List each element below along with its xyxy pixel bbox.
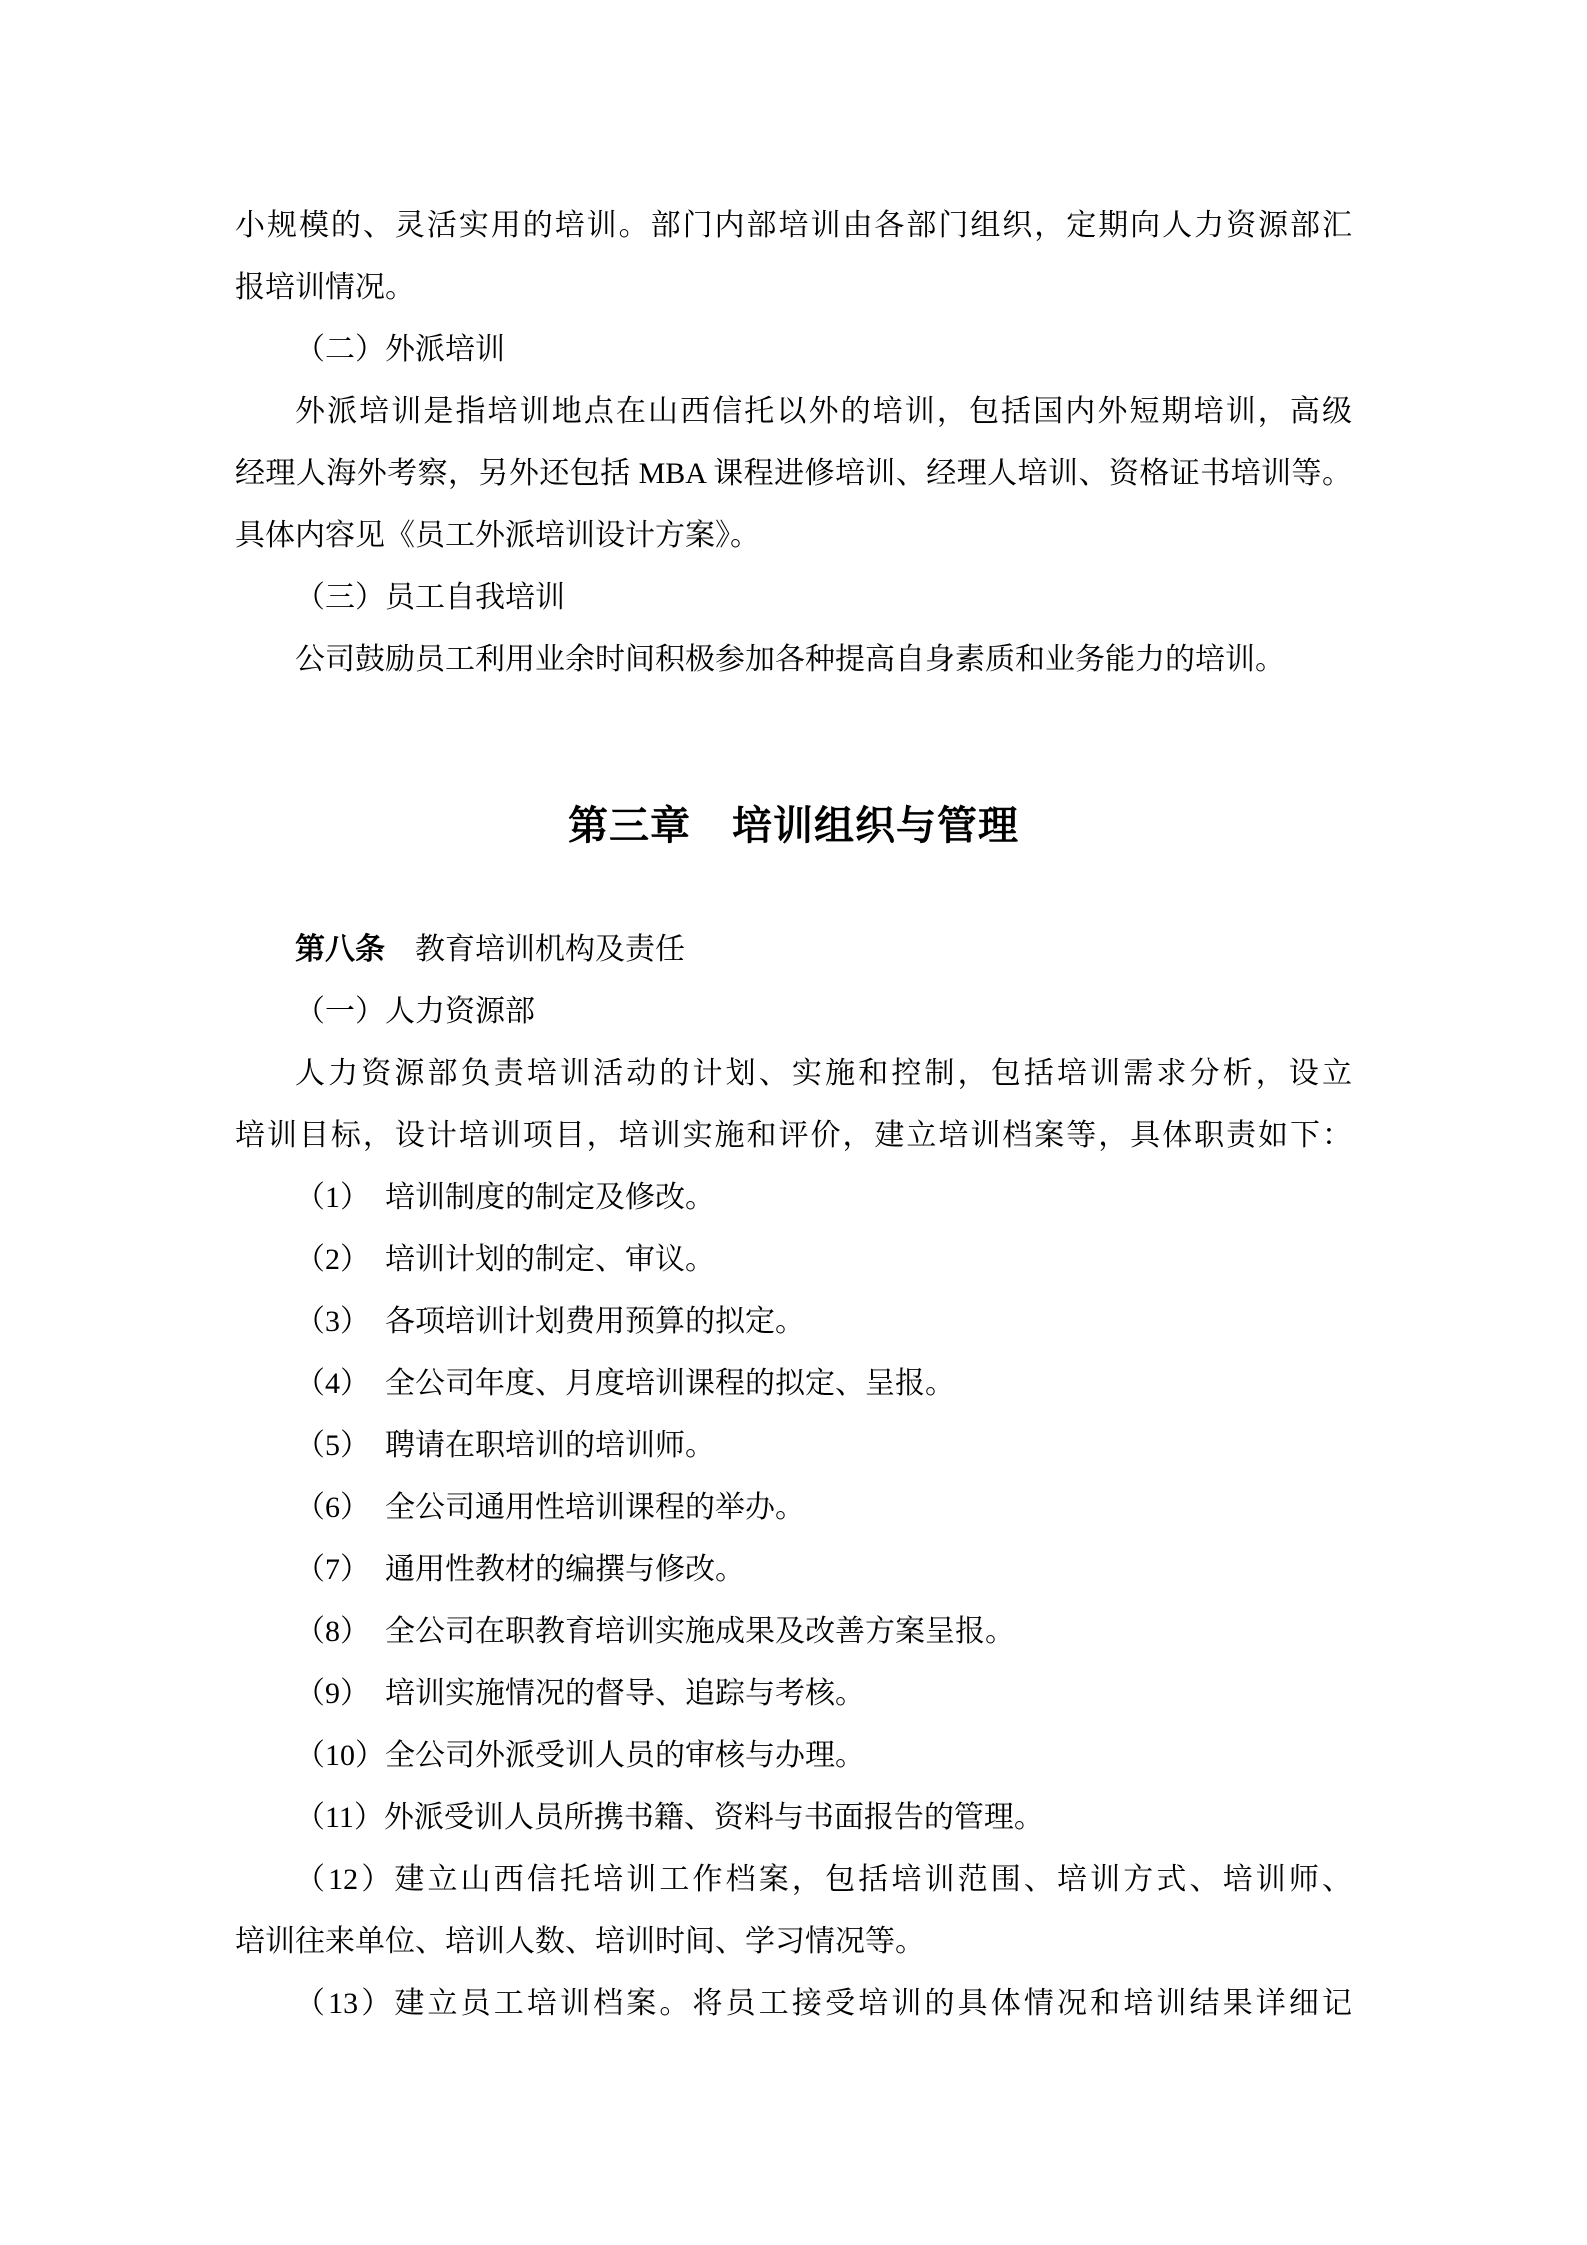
text-line: （13）建立员工培训档案。将员工接受培训的具体情况和培训结果详细记 (295, 1987, 1352, 2020)
bold-lead: 第八条 (295, 933, 385, 966)
chapter-heading: 第三章 培训组织与管理 (568, 803, 1019, 848)
text-line: （三）员工自我培训 (295, 581, 565, 614)
text-line: 第八条 教育培训机构及责任 (295, 933, 685, 966)
text-line: 外派培训是指培训地点在山西信托以外的培训，包括国内外短期培训，高级 (295, 395, 1352, 428)
text-line: （1） 培训制度的制定及修改。 (295, 1181, 715, 1214)
text-line: （6） 全公司通用性培训课程的举办。 (295, 1491, 805, 1524)
text-line: （10）全公司外派受训人员的审核与办理。 (295, 1739, 865, 1772)
text-line: （二）外派培训 (295, 333, 505, 366)
text-line: （12）建立山西信托培训工作档案，包括培训范围、培训方式、培训师、 (295, 1863, 1352, 1896)
text-line: （4） 全公司年度、月度培训课程的拟定、呈报。 (295, 1367, 955, 1400)
intro-paragraphs (235, 195, 1352, 691)
text-line: 小规模的、灵活实用的培训。部门内部培训由各部门组织，定期向人力资源部汇 (235, 209, 1352, 242)
text-line: 培训目标，设计培训项目，培训实施和评价，建立培训档案等，具体职责如下： (235, 1119, 1352, 1152)
text-line: （7） 通用性教材的编撰与修改。 (295, 1553, 745, 1586)
text-line: 报培训情况。 (235, 271, 415, 304)
text-line: （5） 聘请在职培训的培训师。 (295, 1429, 715, 1462)
text-line: （11）外派受训人员所携书籍、资料与书面报告的管理。 (295, 1801, 1044, 1834)
text-line: （2） 培训计划的制定、审议。 (295, 1243, 715, 1276)
text-line: 经理人海外考察，另外还包括 MBA 课程进修培训、经理人培训、资格证书培训等。 (235, 457, 1352, 490)
text-line: （8） 全公司在职教育培训实施成果及改善方案呈报。 (295, 1615, 1015, 1648)
text-line: （一）人力资源部 (295, 995, 535, 1028)
text-line: 公司鼓励员工利用业余时间积极参加各种提高自身素质和业务能力的培训。 (295, 643, 1285, 676)
text-line: 人力资源部负责培训活动的计划、实施和控制，包括培训需求分析，设立 (295, 1057, 1352, 1090)
article-8-section (235, 919, 1352, 2035)
text-line: 具体内容见《员工外派培训设计方案》。 (235, 519, 760, 552)
text-line: 培训往来单位、培训人数、培训时间、学习情况等。 (235, 1925, 925, 1958)
text-line: （3） 各项培训计划费用预算的拟定。 (295, 1305, 805, 1338)
text-line: （9） 培训实施情况的督导、追踪与考核。 (295, 1677, 865, 1710)
